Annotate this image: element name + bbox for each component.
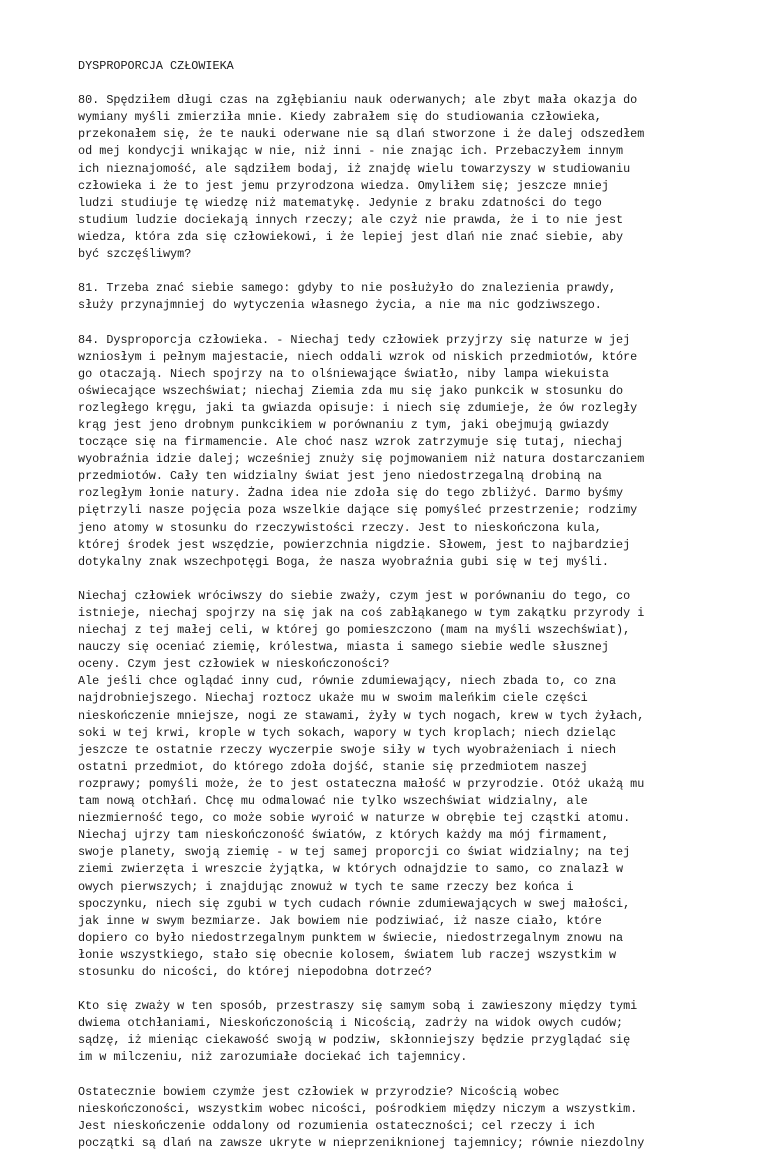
text-line: go otaczają. Niech spojrzy na to olśniewające światło, niby lampa wiekuista: [78, 366, 609, 381]
text-line: oświecające wszechświat; niechaj Ziemia zda mu się jako punkcik w stosunku do: [78, 383, 624, 398]
text-line: rozległego kręgu, jaki ta gwiazda opisuje: i niech się zdumieje, że ów rozległy: [78, 400, 638, 415]
text-line: dopiero co było niedostrzegalnym punktem w świecie, niedostrzegalnym znowu na: [78, 930, 624, 945]
text-line: być szczęśliwym?: [78, 247, 192, 262]
text-line: ostatni przedmiot, do którego zdoła dojść, stanie się przedmiotem naszej: [78, 759, 588, 774]
text-line: dwiema otchłaniami, Nieskończonością i Nicością, zadrży na widok owych cudów;: [78, 1016, 624, 1031]
text-line: istnieje, niechaj spojrzy na się jak na coś zabłąkanego w tym zakątku przyrody i: [78, 606, 645, 620]
text-line: studium ludzie dociekają innych rzeczy; ale czyż nie prawda, że i to nie jest: [78, 212, 624, 227]
text-line: im w milczeniu, niż zarozumiałe dociekać ich tajemnicy.: [78, 1050, 468, 1065]
text-line: ludzi studiuje tę wiedzę niż matematykę. Jedynie z braku zdatności do tego: [78, 195, 602, 210]
text-line: Jest nieskończenie oddalony od rozumienia ostateczności; cel rzeczy i ich: [78, 1118, 595, 1133]
text-line: od mej kondycji wnikając w nie, niż inni - nie znając ich. Przebaczyłem innym: [78, 144, 624, 159]
text-line: krąg jest jeno drobnym punkcikiem w porównaniu z tym, jaki obejmują gwiazdy: [78, 417, 609, 432]
text-line: oceny. Czym jest człowiek w nieskończoności?: [78, 657, 390, 672]
text-line: najdrobniejszego. Niechaj roztocz ukaże mu w swoim maleńkim ciele części: [78, 691, 588, 706]
text-line: Niechaj człowiek wróciwszy do siebie zważy, czym jest w porównaniu do tego, co: [78, 588, 631, 603]
text-line: rozprawy; pomyśli może, że to jest ostateczna małość w przyrodzie. Otóż ukażą mu: [78, 776, 645, 791]
text-line: służy przynajmniej do wytyczenia własnego życia, a nie ma nic godziwszego.: [78, 298, 602, 313]
text-line: stosunku do nicości, do której niepodobna dotrzeć?: [78, 964, 432, 979]
text-line: swoje planety, swoją ziemię - w tej samej proporcji co świat widzialny; na tej: [78, 845, 631, 860]
text-line: ziemi zwierzęta i wreszcie żyjątka, w których odnajdzie to samo, co znalazł w: [78, 862, 624, 877]
paragraph: [78, 332, 758, 571]
text-line: niechaj z tej małej celi, w której go pomieszczono (mam na myśli wszechświat),: [78, 623, 631, 638]
text-line: toczące się na firmamencie. Ale choć nasz wzrok zatrzymuje się tutaj, niechaj: [78, 435, 624, 450]
text-line: Ostatecznie bowiem czymże jest człowiek w przyrodzie? Nicością wobec: [78, 1084, 560, 1099]
text-line: nauczy się oceniać ziemię, królestwa, miasta i samego siebie wedle słusznej: [78, 640, 609, 655]
text-line: wiedza, która zda się człowiekowi, i że lepiej jest dlań nie znać siebie, aby: [78, 229, 624, 244]
text-line: jeszcze te ostatnie rzeczy wyczerpie swoje siły w tych wyobrażeniach i niech: [78, 742, 617, 757]
text-line: jeno atomy w stosunku do rzeczywistości rzeczy. Jest to nieskończona kula,: [78, 520, 602, 535]
text-line: ich nieznajomość, ale sądziłem bodaj, iż znajdę wielu towarzyszy w studiowaniu: [78, 161, 631, 176]
text-line: Kto się zważy w ten sposób, przestraszy się samym sobą i zawieszony między tymi: [78, 999, 638, 1014]
text-line: niezmierność tego, co może sobie wyroić w naturze w obrębie tej cząstki atomu.: [78, 811, 631, 826]
text-line: nieskończenie mniejsze, nogi ze stawami, żyły w tych nogach, krew w tych żyłach,: [78, 708, 645, 723]
document-title: DYSPROPORCJA CZŁOWIEKA: [78, 59, 234, 73]
text-line: Niechaj ujrzy tam nieskończoność światów, z których każdy ma mój firmament,: [78, 828, 609, 843]
text-line: wyobraźnia idzie dalej; wcześniej znuży się pojmowaniem niż natura dostarczaniem: [78, 452, 645, 467]
text-line: 84. Dysproporcja człowieka. - Niechaj tedy człowiek przyjrzy się naturze w jej: [78, 332, 631, 347]
text-line: soki w tej krwi, krople w tych sokach, wapory w tych kroplach; niech dzieląc: [78, 725, 617, 740]
text-line: rozległym łonie natury. Żadna idea nie zdoła się do tego zbliżyć. Darmo byśmy: [78, 486, 624, 501]
text-line: nieskończoności, wszystkim wobec nicości, pośrodkiem między niczym a wszystkim.: [78, 1101, 638, 1116]
text-line: Ale jeśli chce oglądać inny cud, równie zdumiewający, niech zbada to, co zna: [78, 674, 617, 689]
text-line: której środek jest wszędzie, powierzchnia nigdzie. Słowem, jest to najbardziej: [78, 537, 631, 552]
paragraph: [78, 92, 758, 263]
text-line: początki są dlań na zawsze ukryte w nieprzeniknionej tajemnicy; równie niezdolny: [78, 1135, 645, 1150]
text-line: owych pierwszych; i znajdując znowuż w tych te same rzeczy bez końca i: [78, 879, 574, 894]
text-line: spoczynku, niech się zgubi w tych cudach równie zdumiewających w swej małości,: [78, 896, 631, 911]
document-page: [78, 58, 758, 1169]
text-line: wzniosłym i pełnym majestacie, niech oddali wzrok od niskich przedmiotów, które: [78, 349, 638, 364]
text-line: piętrzyli nasze pojęcia poza wszelkie dające się pomyśleć przestrzenie; rodzimy: [78, 503, 638, 518]
text-line: łonie wszystkiego, stało się obecnie kolosem, światem lub raczej wszystkim w: [78, 947, 617, 962]
paragraph: [78, 998, 758, 1066]
document-body: [78, 92, 758, 1152]
paragraph: [78, 280, 758, 314]
paragraph: [78, 588, 758, 981]
text-line: sądzę, iż mieniąc ciekawość swoją w podziw, skłonniejszy będzie przyglądać się: [78, 1033, 631, 1048]
text-line: 81. Trzeba znać siebie samego: gdyby to nie posłużyło do znalezienia prawdy,: [78, 281, 617, 296]
text-line: tam nową otchłań. Chcę mu odmalować nie tylko wszechświat widzialny, ale: [78, 794, 588, 809]
text-line: 80. Spędziłem długi czas na zgłębianiu nauk oderwanych; ale zbyt mała okazja do: [78, 93, 638, 108]
text-line: przekonałem się, że te nauki oderwane nie są dlań stworzone i że dalej odszedłem: [78, 127, 645, 142]
text-line: człowieka i że to jest jemu przyrodzona wiedza. Omyliłem się; jeszcze mniej: [78, 178, 609, 193]
text-line: wymiany myśli zmierziła mnie. Kiedy zabrałem się do studiowania człowieka,: [78, 110, 602, 125]
paragraph: [78, 1084, 758, 1152]
text-line: jak inne w swym bezmiarze. Jak bowiem nie podziwiać, iż nasze ciało, które: [78, 913, 602, 928]
text-line: dotykalny znak wszechpotęgi Boga, że nasza wyobraźnia gubi się w tej myśli.: [78, 554, 609, 569]
text-line: przedmiotów. Cały ten widzialny świat jest jeno niedostrzegalną drobiną na: [78, 469, 602, 484]
